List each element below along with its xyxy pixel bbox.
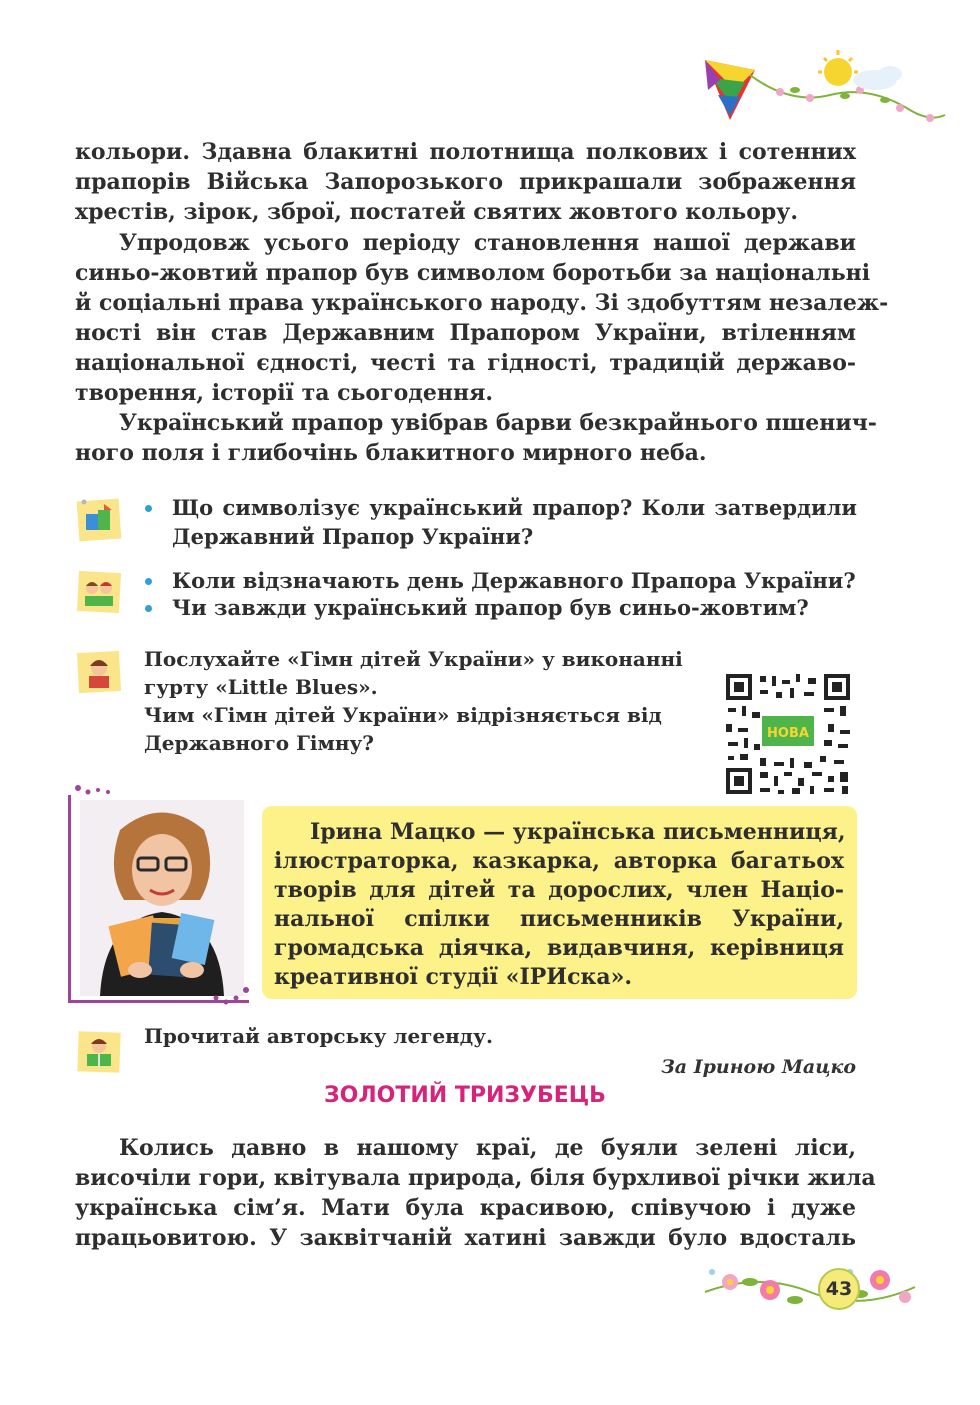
flower-decoration xyxy=(700,1252,920,1317)
sticky-note-children-icon xyxy=(74,568,124,616)
text-line: національної єдності, честі та гідності, традицій державо- xyxy=(75,350,856,376)
cloud-icon xyxy=(853,66,902,90)
sticky-note-reader-icon xyxy=(74,1028,124,1076)
page-number: 43 xyxy=(818,1268,860,1310)
listen-anthem-task xyxy=(144,645,683,757)
text-line: синьо-жовтий прапор був символом боротьби за національні xyxy=(75,260,871,286)
task-line: гурту «Little Blues». xyxy=(144,675,378,699)
kite-icon xyxy=(705,60,755,120)
text-line: працьовитою. У заквітчаній хатині завжди було вдосталь xyxy=(75,1225,856,1251)
text-line: височіли гори, квітувала природа, біля бурхливої річки жила xyxy=(75,1165,876,1191)
question-line: Державний Прапор України? xyxy=(172,524,534,549)
question-flag-meaning xyxy=(172,493,857,551)
bio-line: громадська діячка, видавчиня, керівниця xyxy=(274,935,844,961)
read-legend-task: Прочитай авторську легенду. xyxy=(144,1024,493,1048)
task-line: Послухайте «Гімн дітей України» у виконанні xyxy=(144,647,683,671)
text-line: українська сім’я. Мати була красивою, співучою і дуже xyxy=(75,1195,856,1221)
frame-dots-decoration xyxy=(66,780,266,1010)
bullet-icon xyxy=(145,505,152,512)
text-line: Упродовж усього періоду становлення нашої держави xyxy=(119,230,856,256)
bullet-icon xyxy=(145,605,152,612)
qr-logo-label: НОВА xyxy=(767,726,809,741)
bullet-icon xyxy=(145,578,152,585)
task-line: Державного Гімну? xyxy=(144,731,375,755)
text-line: творення, історії та сьогодення. xyxy=(75,380,494,406)
text-line: ності він став Державним Прапором України, втіленням xyxy=(75,320,856,346)
text-line: ного поля і глибочінь блакитного мирного неба. xyxy=(75,440,707,466)
question-flag-colors: Чи завжди український прапор був синьо-жовтим? xyxy=(172,595,809,620)
story-text xyxy=(75,1133,876,1253)
paragraph-flag-colors xyxy=(75,408,877,468)
bio-line: нальної спілки письменників України, xyxy=(274,906,844,932)
author-credit: За Іриною Мацко xyxy=(661,1056,856,1078)
sticky-note-listener-icon xyxy=(74,648,124,696)
author-bio-text xyxy=(274,818,844,992)
text-line: хрестів, зірок, зброї, постатей святих жовтого кольору. xyxy=(75,199,799,225)
qr-code[interactable] xyxy=(724,672,852,796)
bio-line: Ірина Мацко — українська письменниця, xyxy=(310,819,846,845)
kite-sun-decoration xyxy=(660,50,950,140)
text-line: прапорів Війська Запорозького прикрашали зображення xyxy=(75,169,856,195)
story-title: ЗОЛОТИЙ ТРИЗУБЕЦЬ xyxy=(324,1083,606,1108)
paragraph-flag-symbol xyxy=(75,228,889,408)
paragraph-flag-history xyxy=(75,137,856,227)
text-line: кольори. Здавна блакитні полотнища полкових і сотенних xyxy=(75,139,856,165)
text-line: й соціальні права українського народу. Зі здобуттям незалеж- xyxy=(75,290,889,316)
bio-line: творів для дітей та дорослих, член Націо- xyxy=(274,877,844,903)
task-line: Чим «Гімн дітей України» відрізняється від xyxy=(144,703,662,727)
text-line: Колись давно в нашому краї, де буяли зелені ліси, xyxy=(119,1135,856,1161)
sticky-note-books-icon xyxy=(74,496,124,544)
bio-line: ілюстраторка, казкарка, авторка багатьох xyxy=(274,848,844,874)
question-flag-day: Коли відзначають день Державного Прапора України? xyxy=(172,568,856,593)
sun-icon xyxy=(818,50,858,86)
question-line: Що символізує український прапор? Коли затвердили xyxy=(172,495,857,520)
bio-line: креативної студії «ІРИска». xyxy=(274,964,633,990)
text-line: Український прапор увібрав барви безкрайнього пшенич- xyxy=(119,410,877,436)
